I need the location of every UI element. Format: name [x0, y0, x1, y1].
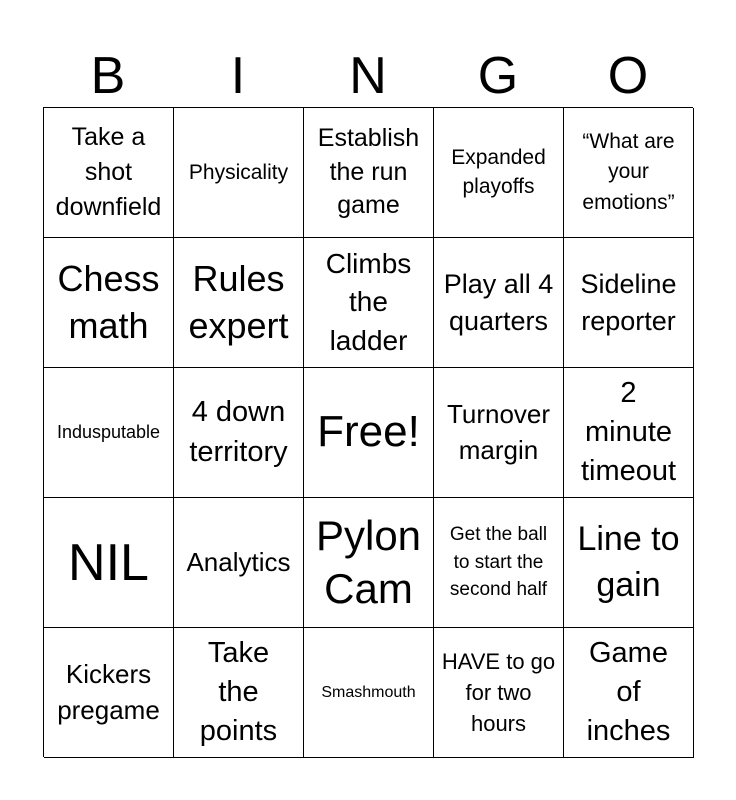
cell-label: Climbs the ladder — [325, 248, 412, 356]
cell-label: Physicality — [188, 160, 289, 184]
cell-label: HAVE to go for two hours — [441, 648, 556, 737]
cell-label: Expanded playoffs — [451, 145, 546, 198]
bingo-cell[interactable] — [304, 238, 434, 368]
bingo-cell[interactable] — [174, 628, 304, 758]
cell-label: NIL — [68, 533, 149, 592]
cell-label: Sideline reporter — [580, 268, 677, 336]
header-letter-i: I — [230, 47, 246, 105]
free-space[interactable] — [304, 368, 434, 498]
cell-label: Pylon Cam — [315, 512, 422, 612]
header-letter-b: B — [90, 47, 126, 105]
cell-label: Play all 4 quarters — [443, 268, 554, 336]
bingo-header — [43, 44, 693, 108]
cell-label: “What are your emotions” — [582, 129, 675, 214]
bingo-cell[interactable] — [44, 628, 174, 758]
cell-label: 4 down territory — [189, 396, 288, 468]
bingo-cell[interactable] — [564, 238, 694, 368]
bingo-cell[interactable] — [174, 498, 304, 628]
bingo-cell[interactable] — [434, 238, 564, 368]
header-letter-g: G — [477, 47, 519, 105]
cell-label: Take a shot downfield — [55, 123, 162, 221]
cell-label: Establish the run game — [317, 123, 420, 220]
bingo-cell[interactable] — [44, 108, 174, 238]
bingo-cell[interactable] — [564, 368, 694, 498]
bingo-cell[interactable] — [434, 368, 564, 498]
bingo-cell[interactable] — [174, 108, 304, 238]
cell-label: Get the ball to start the second half — [449, 524, 548, 601]
header-letter-n: N — [349, 47, 387, 105]
cell-label: Line to gain — [577, 519, 680, 604]
bingo-cell[interactable] — [434, 628, 564, 758]
cell-label: Rules expert — [188, 257, 289, 346]
bingo-cell[interactable] — [44, 238, 174, 368]
cell-label: Smashmouth — [321, 683, 416, 701]
cell-label: Kickers pregame — [57, 659, 160, 725]
cell-label: Chess math — [57, 257, 160, 346]
cell-label: Analytics — [186, 547, 291, 578]
cell-label: Free! — [317, 407, 420, 457]
cell-label: Take the points — [199, 636, 278, 748]
cell-label: 2 minute timeout — [580, 376, 677, 488]
bingo-cell[interactable] — [434, 108, 564, 238]
cell-label: Game of inches — [586, 636, 671, 748]
bingo-cell[interactable] — [564, 108, 694, 238]
cell-label: Turnover margin — [446, 399, 551, 465]
bingo-cell[interactable] — [44, 498, 174, 628]
bingo-cell[interactable] — [304, 108, 434, 238]
bingo-cell[interactable] — [304, 628, 434, 758]
header-letter-o: O — [607, 47, 649, 105]
cell-label: Indusputable — [56, 421, 161, 442]
bingo-cell[interactable] — [564, 498, 694, 628]
bingo-cell[interactable] — [434, 498, 564, 628]
bingo-board — [43, 107, 693, 757]
bingo-cell[interactable] — [174, 368, 304, 498]
bingo-cell[interactable] — [174, 238, 304, 368]
bingo-cell[interactable] — [564, 628, 694, 758]
bingo-cell[interactable] — [304, 498, 434, 628]
bingo-cell[interactable] — [44, 368, 174, 498]
